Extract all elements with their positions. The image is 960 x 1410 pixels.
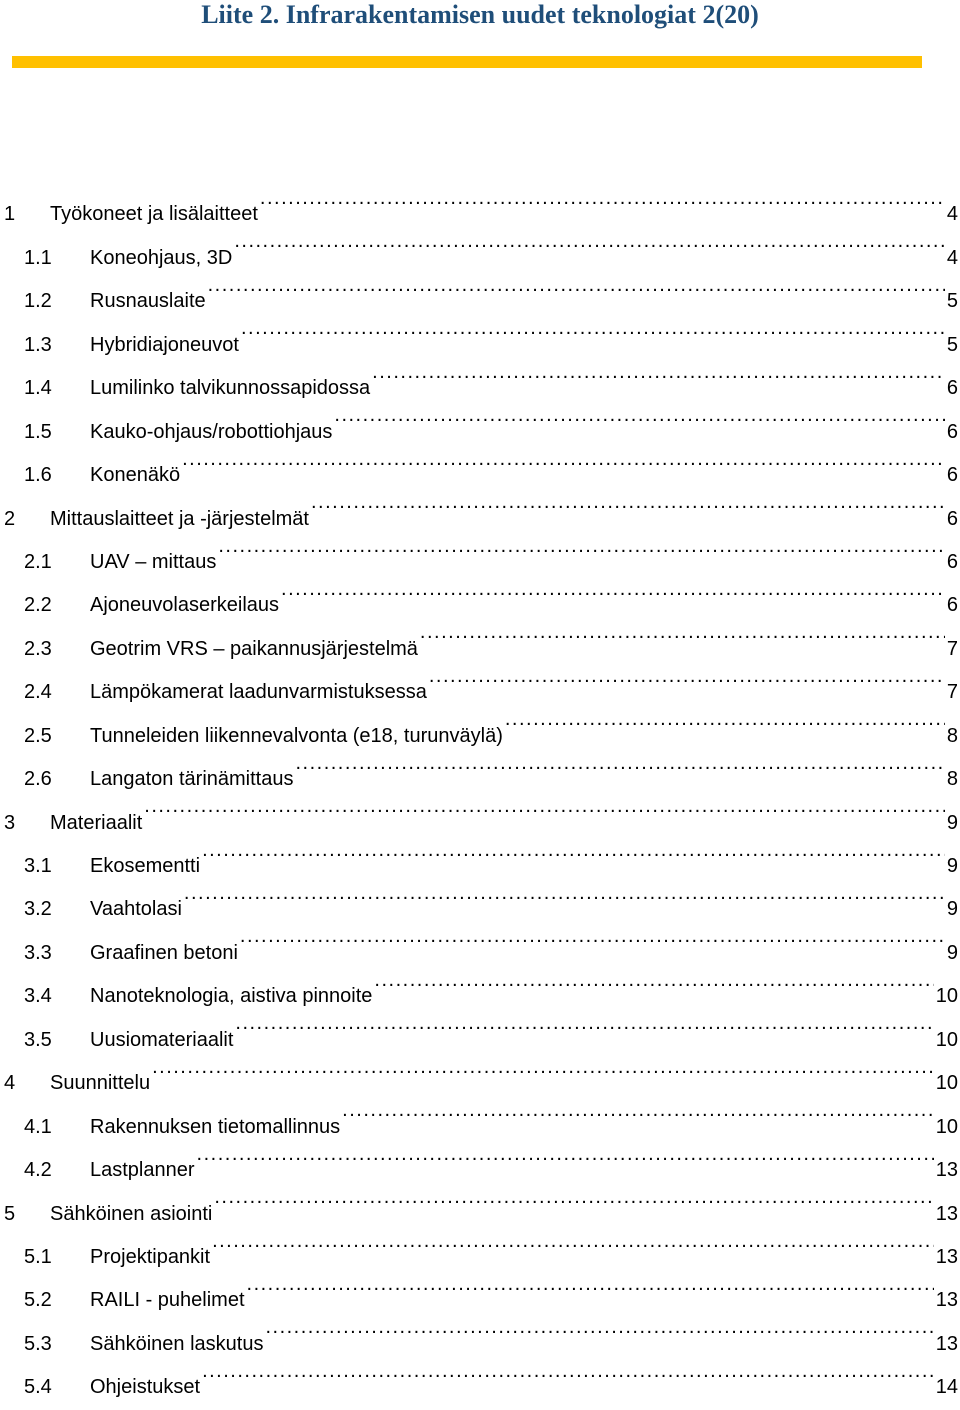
toc-entry-number: 1.5 [24,420,52,443]
toc-entry-number: 2.4 [24,681,52,704]
toc-entry-number: 5.2 [24,1289,52,1312]
toc-section-entry[interactable] [0,611,960,660]
toc-entry-number: 4.1 [24,1115,52,1138]
toc-page-number: 14 [935,1376,958,1399]
toc-dot-leader [281,568,945,611]
toc-entry-title: Konenäkö [90,464,181,487]
toc-dot-leader [202,829,945,872]
toc-chapter-entry[interactable] [0,1046,960,1095]
toc-page-number: 8 [946,724,958,747]
toc-section-entry[interactable] [0,915,960,964]
toc-entry-number: 3 [4,811,16,834]
toc-section-entry[interactable] [0,351,960,400]
toc-dot-leader [218,525,945,568]
toc-dot-leader [152,1046,934,1089]
toc-entry-title: RAILI - puhelimet [90,1289,245,1312]
toc-page-number: 6 [946,377,958,400]
toc-entry-title: Työkoneet ja lisälaitteet [50,203,258,226]
toc-section-entry[interactable] [0,1220,960,1268]
toc-page-number: 13 [935,1289,958,1312]
toc-page-number: 5 [946,333,958,356]
toc-dot-leader [429,655,945,698]
toc-entry-title: Ohjeistukset [90,1376,201,1399]
toc-entry-title: Ekosementti [90,855,201,877]
toc-entry-number: 3.3 [24,941,52,964]
toc-entry-title: Vaahtolasi [90,898,182,921]
toc-dot-leader [420,611,945,654]
toc-section-entry[interactable] [0,438,960,487]
toc-section-entry[interactable] [0,1306,960,1355]
toc-entry-title: Rusnauslaite [90,290,206,313]
toc-entry-number: 1.2 [24,290,52,313]
toc-section-entry[interactable] [0,698,960,747]
toc-entry-number: 5 [4,1202,16,1225]
toc-page-number: 6 [946,594,958,617]
toc-dot-leader [202,1350,934,1393]
toc-dot-leader [342,1089,934,1132]
title-underline-bar [12,56,922,68]
toc-dot-leader [182,438,945,481]
toc-dot-leader [372,351,945,394]
toc-chapter-entry[interactable] [0,1176,960,1225]
toc-section-entry[interactable] [0,525,960,573]
toc-entry-number: 1.6 [24,464,52,487]
toc-page-number: 13 [935,1332,958,1355]
toc-entry-title: Sähköinen asiointi [50,1202,213,1225]
toc-entry-number: 3.1 [24,855,52,877]
toc-section-entry[interactable] [0,1089,960,1138]
toc-page-number: 13 [935,1159,958,1182]
toc-section-entry[interactable] [0,1002,960,1051]
toc-dot-leader [208,264,945,307]
toc-entry-number: 1 [4,203,16,226]
toc-page-number: 13 [935,1202,958,1225]
toc-page-number: 7 [946,637,958,660]
toc-section-entry[interactable] [0,220,960,269]
toc-page-number: 4 [946,246,958,269]
toc-section-entry[interactable] [0,742,960,791]
toc-entry-number: 3.2 [24,898,52,921]
toc-page-number: 8 [946,768,958,791]
toc-page-number: 7 [946,681,958,704]
toc-section-entry[interactable] [0,1350,960,1399]
toc-dot-leader [260,177,945,220]
toc-entry-number: 4 [4,1072,16,1095]
toc-entry-number: 2.2 [24,594,52,617]
toc-dot-leader [247,1263,934,1306]
toc-entry-title: Projektipankit [90,1245,211,1268]
toc-dot-leader [240,915,945,958]
toc-entry-title: Graafinen betoni [90,941,238,964]
page-title: Liite 2. Infrarakentamisen uudet teknologiat 2(20) [201,0,759,29]
toc-entry-number: 5.1 [24,1245,52,1268]
toc-entry-title: UAV – mittaus [90,550,217,573]
toc-entry-title: Ajoneuvolaserkeilaus [90,594,280,617]
toc-entry-number: 2.5 [24,724,52,747]
toc-entry-title: Nanoteknologia, aistiva pinnoite [90,985,373,1008]
toc-entry-title: Tunneleiden liikennevalvonta (e18, turunväylä) [90,724,503,747]
toc-entry-number: 1.3 [24,333,52,356]
toc-dot-leader [311,481,945,524]
toc-dot-leader [505,698,945,741]
toc-section-entry[interactable] [0,655,960,704]
toc-entry-title: Mittauslaitteet ja -järjestelmät [50,507,309,530]
toc-dot-leader [295,742,944,785]
toc-page-number: 5 [946,290,958,313]
toc-page-number: 10 [935,985,958,1008]
toc-entry-number: 3.4 [24,985,52,1008]
toc-entry-title: Suunnittelu [50,1072,151,1095]
toc-section-entry[interactable] [0,1133,960,1182]
toc-page-number: 9 [946,898,958,921]
toc-entry-title: Kauko-ohjaus/robottiohjaus [90,420,333,443]
toc-dot-leader [214,1176,933,1219]
toc-dot-leader [184,872,945,915]
toc-entry-title: Lastplanner [90,1159,195,1182]
toc-dot-leader [144,785,945,828]
toc-section-entry[interactable] [0,959,960,1008]
toc-entry-title: Hybridiajoneuvot [90,333,239,356]
toc-dot-leader [197,1133,934,1176]
toc-section-entry[interactable] [0,1263,960,1312]
toc-dot-leader [241,307,945,350]
toc-entry-number: 2 [4,507,16,530]
toc-entry-title: Rakennuksen tietomallinnus [90,1115,341,1138]
toc-entry-number: 1.1 [24,246,52,269]
toc-section-entry[interactable] [0,568,960,617]
toc-entry-title: Sähköinen laskutus [90,1332,264,1355]
toc-section-entry[interactable] [0,394,960,443]
toc-entry-number: 2.1 [24,550,52,573]
toc-dot-leader [235,1002,933,1045]
toc-entry-number: 2.3 [24,637,52,660]
toc-dot-leader [265,1306,933,1349]
toc-chapter-entry[interactable] [0,481,960,530]
toc-entry-title: Geotrim VRS – paikannusjärjestelmä [90,637,418,660]
toc-dot-leader [374,959,933,1002]
toc-entry-title: Materiaalit [50,811,143,834]
toc-chapter-entry[interactable] [0,177,960,226]
toc-dot-leader [212,1220,934,1263]
toc-page-number: 13 [935,1245,958,1268]
toc-page-number: 4 [946,203,958,226]
toc-page-number: 9 [946,855,958,877]
toc-entry-number: 2.6 [24,768,52,791]
toc-section-entry[interactable] [0,872,960,921]
toc-entry-title: Langaton tärinämittaus [90,768,294,791]
toc-section-entry[interactable] [0,264,960,313]
toc-dot-leader [334,394,944,437]
toc-page-number: 10 [935,1115,958,1138]
table-of-contents [0,177,960,1399]
toc-entry-number: 5.3 [24,1332,52,1355]
toc-entry-title: Lumilinko talvikunnossapidossa [90,377,371,400]
toc-entry-title: Koneohjaus, 3D [90,246,233,269]
toc-page-number: 6 [946,464,958,487]
toc-section-entry[interactable] [0,307,960,356]
toc-entry-title: Lämpökamerat laadunvarmistuksessa [90,681,427,704]
toc-page-number: 10 [935,1028,958,1051]
toc-entry-number: 1.4 [24,377,52,400]
toc-entry-number: 4.2 [24,1159,52,1182]
toc-entry-title: Uusiomateriaalit [90,1028,234,1051]
toc-chapter-entry[interactable] [0,785,960,834]
toc-entry-number: 5.4 [24,1376,52,1399]
toc-page-number: 10 [935,1072,958,1095]
toc-page-number: 9 [946,941,958,964]
toc-page-number: 6 [946,550,958,573]
toc-section-entry[interactable] [0,829,960,877]
toc-dot-leader [234,220,945,263]
toc-page-number: 9 [946,811,958,834]
toc-entry-number: 3.5 [24,1028,52,1051]
toc-page-number: 6 [946,420,958,443]
toc-page-number: 6 [946,507,958,530]
